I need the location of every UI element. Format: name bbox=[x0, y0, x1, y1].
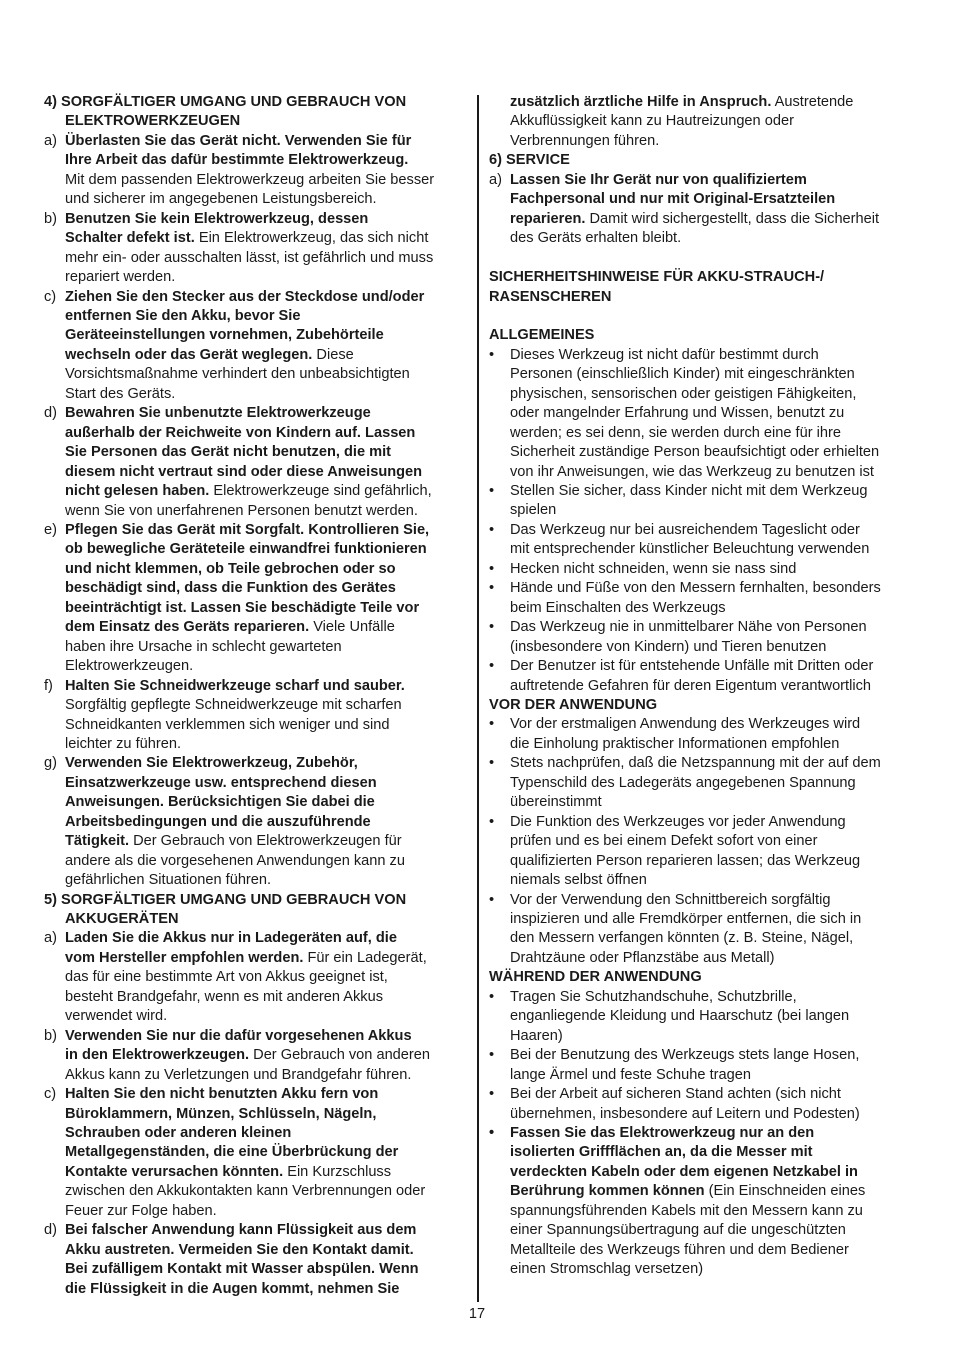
body-text: Das Werkzeug nie in unmittelbarer Nähe von Personen bbox=[510, 619, 867, 636]
text-line bbox=[44, 112, 468, 131]
body-text: Die Funktion des Werkzeuges vor jeder Anwendung bbox=[510, 813, 846, 830]
text-line bbox=[44, 891, 468, 910]
text-line bbox=[489, 210, 914, 229]
list-marker: • bbox=[489, 658, 495, 675]
text-line bbox=[489, 1221, 914, 1240]
text-line bbox=[44, 307, 468, 326]
text-line bbox=[44, 365, 468, 384]
list-marker: • bbox=[489, 813, 495, 830]
text-line bbox=[489, 326, 914, 345]
bold-text: Arbeitsbedingungen und die auszuführende bbox=[65, 813, 371, 830]
text-line bbox=[44, 288, 468, 307]
text-line bbox=[489, 288, 914, 307]
bold-text: verdeckten Kabeln oder dem eigenen Netzkabel in bbox=[510, 1163, 858, 1180]
text-line bbox=[489, 715, 914, 734]
text-line bbox=[44, 871, 468, 890]
list-marker: e) bbox=[44, 521, 57, 538]
text-line bbox=[44, 657, 468, 676]
body-text: Vorsichtsmaßnahme verhindert den unbeabsichtigten bbox=[65, 366, 410, 383]
body-text: Bei der Arbeit auf sicheren Stand achten (sich nicht bbox=[510, 1086, 841, 1103]
body-text: mehr ein- oder ausschalten lässt, ist gefährlich und muss bbox=[65, 249, 434, 266]
list-marker: • bbox=[489, 1086, 495, 1103]
text-line bbox=[489, 404, 914, 423]
body-text: des Geräts erhalten bleibt. bbox=[510, 230, 682, 247]
text-line bbox=[489, 657, 914, 676]
text-line bbox=[44, 229, 468, 248]
text-line bbox=[489, 190, 914, 209]
bold-text: Ihre Arbeit das dafür bestimmte Elektrowerkzeug. bbox=[65, 152, 409, 169]
text-line bbox=[44, 910, 468, 929]
text-line bbox=[489, 754, 914, 773]
bold-text: ob bewegliche Geräteteile einwandfrei funktionieren bbox=[65, 541, 427, 558]
body-text: Akkuflüssigkeit kann zu Hautreizungen oder bbox=[510, 113, 794, 130]
body-text: Start des Geräts. bbox=[65, 385, 176, 402]
body-text: Sicherheit zuständige Person beaufsichtigt oder erhielten bbox=[510, 444, 880, 461]
text-line bbox=[44, 716, 468, 735]
text-line bbox=[44, 482, 468, 501]
text-line bbox=[44, 852, 468, 871]
text-line bbox=[489, 560, 914, 579]
bold-text: RASENSCHEREN bbox=[489, 288, 612, 305]
right-column bbox=[489, 93, 914, 1280]
body-text: Der Benutzer ist für entstehende Unfälle mit Dritten oder bbox=[510, 658, 874, 675]
bold-text: außerhalb der Reichweite von Kindern auf. Lassen bbox=[65, 424, 416, 441]
bold-text: diesem nicht vertraut sind oder diese Anweisungen bbox=[65, 463, 423, 480]
body-text: oder mangelnder Erfahrung und Wissen, benutzt zu bbox=[510, 405, 845, 422]
bold-text: Berührung kommen können bbox=[510, 1183, 705, 1200]
bold-text: Tätigkeit. bbox=[65, 833, 130, 850]
bold-text: Halten Sie Schneidwerkzeuge scharf und sauber. bbox=[65, 677, 405, 694]
text-line bbox=[489, 968, 914, 987]
bold-text: Fachpersonal und nur mit Original-Ersatzteilen bbox=[510, 191, 836, 208]
body-text: Der Gebrauch von Elektrowerkzeugen für bbox=[129, 833, 402, 850]
body-text: lange Ärmel und feste Schuhe tragen bbox=[510, 1066, 751, 1083]
list-marker: • bbox=[489, 521, 495, 538]
body-text: Das Werkzeug nur bei ausreichendem Tageslicht oder bbox=[510, 521, 860, 538]
bold-text: Verwenden Sie nur die dafür vorgesehenen Akkus bbox=[65, 1027, 412, 1044]
bold-text: 5) SORGFÄLTIGER UMGANG UND GEBRAUCH VON bbox=[44, 891, 407, 908]
body-text: einer Spannungsübertragung auf die ungeschützten bbox=[510, 1222, 846, 1239]
bold-text: 6) SERVICE bbox=[489, 152, 570, 169]
text-line bbox=[489, 696, 914, 715]
bold-text: VOR DER ANWENDUNG bbox=[489, 697, 658, 714]
text-line bbox=[489, 929, 914, 948]
body-text: spannungsführenden Kabels mit den Messern kann zu bbox=[510, 1202, 863, 1219]
text-line bbox=[44, 754, 468, 773]
body-text: Damit wird sichergestellt, dass die Sicherheit bbox=[585, 210, 880, 227]
bold-text: AKKUGERÄTEN bbox=[65, 911, 179, 928]
bold-text: zusätzlich ärztliche Hilfe in Anspruch. bbox=[510, 94, 772, 110]
text-line bbox=[44, 1066, 468, 1085]
body-text: von ihr Anweisungen, wie das Werkzeug zu benutzen ist bbox=[510, 463, 874, 480]
text-line bbox=[44, 249, 468, 268]
bold-text: beeinträchtigt ist. Lassen Sie beschädigte Teile vor bbox=[65, 599, 420, 616]
body-text: inspizieren und alle Fremdkörper entfernen, die sich in bbox=[510, 911, 862, 927]
bold-text: Büroklammern, Münzen, Schlüsseln, Nägeln, bbox=[65, 1105, 377, 1122]
text-line bbox=[489, 1007, 914, 1026]
text-line bbox=[44, 1241, 468, 1260]
list-marker: a) bbox=[489, 171, 502, 188]
text-line bbox=[44, 618, 468, 637]
text-line bbox=[489, 852, 914, 871]
body-text: Mit dem passenden Elektrowerkzeug arbeiten Sie besser bbox=[65, 171, 435, 188]
bold-text: Ziehen Sie den Stecker aus der Steckdose und/oder bbox=[65, 288, 425, 305]
text-line bbox=[489, 1202, 914, 1221]
bold-text: 4) SORGFÄLTIGER UMGANG UND GEBRAUCH VON bbox=[44, 94, 407, 110]
text-line bbox=[489, 93, 914, 112]
text-line bbox=[44, 404, 468, 423]
text-line bbox=[44, 521, 468, 540]
body-text: Diese bbox=[312, 346, 354, 363]
text-line bbox=[44, 502, 468, 521]
body-text: den Messern verfangen könnten (z. B. Steine, Nägel, bbox=[510, 930, 854, 947]
bold-text: Überlasten Sie das Gerät nicht. Verwenden Sie für bbox=[65, 132, 412, 149]
text-line bbox=[44, 735, 468, 754]
body-text: Akkus kann zu Verletzungen und Brandgefahr führen. bbox=[65, 1066, 412, 1083]
text-line bbox=[489, 1182, 914, 1201]
bold-text: wechseln oder das Gerät weglegen. bbox=[65, 346, 313, 363]
page-number: 17 bbox=[468, 1306, 486, 1322]
spacer bbox=[489, 249, 914, 268]
text-line bbox=[44, 151, 468, 170]
text-line bbox=[489, 1124, 914, 1143]
text-line bbox=[44, 968, 468, 987]
bold-text: nicht gelesen haben. bbox=[65, 483, 210, 500]
text-line bbox=[44, 1202, 468, 1221]
text-line bbox=[489, 1260, 914, 1279]
list-marker: c) bbox=[44, 288, 57, 305]
body-text: leichter zu führen. bbox=[65, 735, 182, 752]
bold-text: Pflegen Sie das Gerät mit Sorgfalt. Kontrollieren Sie, bbox=[65, 521, 430, 538]
text-line bbox=[44, 793, 468, 812]
list-marker: d) bbox=[44, 405, 57, 422]
text-line bbox=[44, 540, 468, 559]
body-text: (insbesondere von Kindern) und Tieren benutzen bbox=[510, 638, 827, 655]
bold-text: Benutzen Sie kein Elektrowerkzeug, dessen bbox=[65, 210, 369, 227]
list-marker: f) bbox=[44, 677, 53, 694]
body-text: Bei der Benutzung des Werkzeugs stets lange Hosen, bbox=[510, 1047, 860, 1064]
text-line bbox=[489, 1085, 914, 1104]
text-line bbox=[489, 112, 914, 131]
text-line bbox=[489, 268, 914, 287]
body-text: qualifizierten Person reparieren lassen; das Werkzeug bbox=[510, 852, 861, 869]
text-line bbox=[489, 385, 914, 404]
text-line bbox=[44, 346, 468, 365]
body-text: Der Gebrauch von anderen bbox=[249, 1047, 431, 1064]
body-text: Ein Elektrowerkzeug, das sich nicht bbox=[194, 230, 429, 247]
list-marker: d) bbox=[44, 1222, 57, 1239]
text-line bbox=[489, 1046, 914, 1065]
list-marker: • bbox=[489, 619, 495, 636]
body-text: beim Einschalten des Werkzeugs bbox=[510, 599, 726, 616]
bold-text: WÄHREND DER ANWENDUNG bbox=[489, 969, 702, 986]
body-text: Personen (einschließlich Kinder) mit eingeschränkten bbox=[510, 366, 855, 383]
text-line bbox=[489, 793, 914, 812]
column-divider bbox=[477, 95, 479, 1302]
bold-text: Schalter defekt ist. bbox=[65, 230, 195, 247]
body-text: übereinstimmt bbox=[510, 794, 602, 811]
text-line bbox=[44, 832, 468, 851]
text-line bbox=[44, 132, 468, 151]
bold-text: Sie Personen das Gerät nicht benutzen, die mit bbox=[65, 444, 392, 461]
bold-text: in den Elektrowerkzeugen. bbox=[65, 1047, 250, 1064]
list-marker: • bbox=[489, 755, 495, 772]
body-text: Vor der Verwendung den Schnittbereich sorgfältig bbox=[510, 891, 831, 908]
body-text: Elektrowerkzeugen. bbox=[65, 658, 194, 675]
list-marker: b) bbox=[44, 210, 57, 227]
text-line bbox=[489, 171, 914, 190]
bold-text: Schrauben oder anderen kleinen bbox=[65, 1125, 292, 1142]
text-line bbox=[489, 774, 914, 793]
body-text: Sorgfältig gepflegte Schneidwerkzeuge mit scharfen bbox=[65, 697, 402, 714]
bold-text: ALLGEMEINES bbox=[489, 327, 595, 344]
body-text: Elektrowerkzeuge sind gefährlich, bbox=[209, 483, 432, 500]
body-text: Stets nachprüfen, daß die Netzspannung mit der auf dem bbox=[510, 755, 881, 772]
body-text: haben ihre Ursache in schlecht gewarteten bbox=[65, 638, 342, 655]
body-text: Feuer zur Folge haben. bbox=[65, 1202, 217, 1219]
text-line bbox=[489, 365, 914, 384]
body-text: mit entsprechender künstlicher Beleuchtung verwenden bbox=[510, 541, 870, 558]
text-line bbox=[489, 910, 914, 929]
text-line bbox=[489, 1143, 914, 1162]
text-line bbox=[489, 813, 914, 832]
body-text: die Einholung praktischer Informationen empfohlen bbox=[510, 735, 840, 752]
text-line bbox=[489, 540, 914, 559]
body-text: wenn Sie von unerfahrenen Personen benutzt werden. bbox=[65, 502, 418, 519]
bold-text: Bei zufälligem Kontakt mit Wasser abspülen. Wenn bbox=[65, 1261, 419, 1278]
body-text: Hände und Füße von den Messern fernhalten, besonders bbox=[510, 580, 881, 597]
text-line bbox=[44, 268, 468, 287]
body-text: besteht Brandgefahr, wenn es mit anderen Akkus bbox=[65, 988, 384, 1005]
spacer bbox=[489, 307, 914, 326]
text-line bbox=[489, 1027, 914, 1046]
body-text: physischen, sensorischen oder geistigen Fähigkeiten, bbox=[510, 385, 857, 402]
text-line bbox=[44, 696, 468, 715]
body-text: repariert werden. bbox=[65, 269, 176, 286]
text-line bbox=[44, 1046, 468, 1065]
text-line bbox=[489, 871, 914, 890]
body-text: Haaren) bbox=[510, 1027, 563, 1044]
text-line bbox=[44, 210, 468, 229]
bold-text: Akku austreten. Vermeiden Sie den Kontakt damit. bbox=[65, 1241, 414, 1258]
bold-text: Einsatzwerkzeuge usw. entsprechend diesen bbox=[65, 774, 377, 791]
list-marker: • bbox=[489, 346, 495, 363]
body-text: Ein Kurzschluss bbox=[283, 1163, 392, 1180]
text-line bbox=[44, 385, 468, 404]
text-line bbox=[44, 929, 468, 948]
text-line bbox=[44, 988, 468, 1007]
text-line bbox=[489, 424, 914, 443]
list-marker: • bbox=[489, 1047, 495, 1064]
body-text: Metallteile des Werkzeugs führen und dem Bediener bbox=[510, 1241, 849, 1258]
body-text: Austretende bbox=[771, 94, 854, 110]
bold-text: Kontakte verursachen könnten. bbox=[65, 1163, 284, 1180]
body-text: Vor der erstmaligen Anwendung des Werkzeuges wird bbox=[510, 716, 861, 733]
bold-text: Geräteeinstellungen vornehmen, Zubehörteile bbox=[65, 327, 384, 344]
body-text: zwischen den Akkukontakten kann Verbrennungen oder bbox=[65, 1183, 426, 1200]
text-line bbox=[489, 1105, 914, 1124]
bold-text: Bei falscher Anwendung kann Flüssigkeit aus dem bbox=[65, 1222, 417, 1239]
list-marker: • bbox=[489, 988, 495, 1005]
bold-text: Laden Sie die Akkus nur in Ladegeräten auf, die bbox=[65, 930, 397, 947]
text-line bbox=[489, 521, 914, 540]
body-text: übernehmen, insbesondere auf Leitern und Podesten) bbox=[510, 1105, 860, 1122]
bold-text: ELEKTROWERKZEUGEN bbox=[65, 113, 241, 130]
text-line bbox=[44, 560, 468, 579]
text-line bbox=[489, 151, 914, 170]
text-line bbox=[44, 638, 468, 657]
text-line bbox=[489, 891, 914, 910]
text-line bbox=[44, 949, 468, 968]
list-marker: c) bbox=[44, 1086, 57, 1103]
text-line bbox=[44, 1221, 468, 1240]
list-marker: g) bbox=[44, 755, 57, 772]
body-text: Stellen Sie sicher, dass Kinder nicht mit dem Werkzeug bbox=[510, 483, 868, 500]
body-text: das für eine bestimmte Art von Akkus geeignet ist, bbox=[65, 969, 388, 986]
text-line bbox=[44, 171, 468, 190]
body-text: verwendet wird. bbox=[65, 1008, 168, 1025]
text-line bbox=[489, 949, 914, 968]
body-text: spielen bbox=[510, 502, 557, 519]
text-line bbox=[44, 1085, 468, 1104]
body-text: werden; es sei denn, sie werden durch eine für ihre bbox=[510, 424, 841, 441]
text-line bbox=[489, 463, 914, 482]
text-line bbox=[44, 1143, 468, 1162]
text-line bbox=[489, 832, 914, 851]
bold-text: reparieren. bbox=[510, 210, 586, 227]
text-line bbox=[44, 424, 468, 443]
bold-text: beschädigt sind, dass die Funktion des Gerätes bbox=[65, 580, 396, 597]
body-text: Schneidkanten verklemmen sich weniger und sind bbox=[65, 716, 390, 733]
text-line bbox=[489, 346, 914, 365]
body-text: Tragen Sie Schutzhandschuhe, Schutzbrille, bbox=[510, 988, 797, 1005]
bold-text: Metallgegenständen, die eine Überbrückung der bbox=[65, 1144, 399, 1161]
text-line bbox=[44, 677, 468, 696]
bold-text: dem Einsatz des Geräts reparieren. bbox=[65, 619, 310, 636]
text-line bbox=[44, 326, 468, 345]
body-text: Drahtzäune oder Pflanzstäbe aus Metall) bbox=[510, 949, 775, 966]
text-line bbox=[44, 579, 468, 598]
text-line bbox=[489, 482, 914, 501]
bold-text: entfernen Sie den Akku, bevor Sie bbox=[65, 307, 301, 324]
text-line bbox=[44, 599, 468, 618]
body-text: gefährlichen Situationen führen. bbox=[65, 872, 272, 889]
text-line bbox=[44, 774, 468, 793]
bold-text: Lassen Sie Ihr Gerät nur von qualifiziertem bbox=[510, 171, 807, 188]
list-marker: • bbox=[489, 560, 495, 577]
body-text: Verbrennungen führen. bbox=[510, 132, 660, 149]
body-text: Dieses Werkzeug ist nicht dafür bestimmt durch bbox=[510, 346, 819, 363]
body-text: einen Stromschlag versetzen) bbox=[510, 1261, 704, 1278]
body-text: auftretende Gefahren für deren Eigentum verantwortlich bbox=[510, 677, 871, 694]
bold-text: Verwenden Sie Elektrowerkzeug, Zubehör, bbox=[65, 755, 358, 772]
body-text: Viele Unfälle bbox=[309, 619, 395, 636]
body-text: und sicherer im angegebenen Leistungsbereich. bbox=[65, 191, 377, 208]
bold-text: Bewahren Sie unbenutzte Elektrowerkzeuge bbox=[65, 405, 371, 422]
text-line bbox=[44, 1105, 468, 1124]
list-marker: a) bbox=[44, 930, 57, 947]
text-line bbox=[44, 1027, 468, 1046]
text-line bbox=[489, 1241, 914, 1260]
text-line bbox=[489, 735, 914, 754]
bold-text: SICHERHEITSHINWEISE FÜR AKKU-STRAUCH-/ bbox=[489, 269, 825, 286]
text-line bbox=[489, 1163, 914, 1182]
text-line bbox=[44, 190, 468, 209]
text-line bbox=[44, 93, 468, 112]
bold-text: isolierten Griffflächen an, da die Messer mit bbox=[510, 1144, 813, 1161]
text-line bbox=[489, 579, 914, 598]
body-text: andere als die vorgesehenen Anwendungen kann zu bbox=[65, 852, 405, 869]
text-line bbox=[489, 638, 914, 657]
text-line bbox=[44, 1007, 468, 1026]
list-marker: • bbox=[489, 483, 495, 500]
text-line bbox=[489, 443, 914, 462]
text-line bbox=[489, 677, 914, 696]
text-line bbox=[489, 988, 914, 1007]
body-text: Für ein Ladegerät, bbox=[303, 949, 427, 966]
body-text: Typenschild des Ladegeräts angegebenen Spannung bbox=[510, 774, 856, 791]
text-line bbox=[44, 463, 468, 482]
bold-text: Halten Sie den nicht benutzten Akku fern von bbox=[65, 1086, 379, 1103]
text-line bbox=[44, 1182, 468, 1201]
text-line bbox=[44, 443, 468, 462]
left-column bbox=[44, 93, 468, 1299]
bold-text: vom Hersteller empfohlen werden. bbox=[65, 949, 304, 966]
text-line bbox=[489, 599, 914, 618]
list-marker: • bbox=[489, 580, 495, 597]
text-line bbox=[489, 1066, 914, 1085]
body-text: niemals selbst öffnen bbox=[510, 872, 647, 889]
bold-text: und nicht klemmen, ob Teile gebrochen oder so bbox=[65, 560, 396, 577]
text-line bbox=[44, 1163, 468, 1182]
bold-text: die Flüssigkeit in die Augen kommt, nehmen Sie bbox=[65, 1280, 400, 1297]
body-text: prüfen und es bei einem Defekt sofort von einer bbox=[510, 833, 818, 850]
list-marker: • bbox=[489, 716, 495, 733]
text-line bbox=[489, 132, 914, 151]
bold-text: Anweisungen. Berücksichtigen Sie dabei die bbox=[65, 794, 375, 811]
list-marker: b) bbox=[44, 1027, 57, 1044]
text-line bbox=[44, 1280, 468, 1299]
text-line bbox=[489, 501, 914, 520]
body-text: enganliegende Kleidung und Haarschutz (bei langen bbox=[510, 1008, 850, 1025]
body-text: (Ein Einschneiden eines bbox=[704, 1183, 866, 1200]
list-marker: a) bbox=[44, 132, 57, 149]
text-line bbox=[489, 229, 914, 248]
text-line bbox=[44, 1124, 468, 1143]
text-line bbox=[489, 618, 914, 637]
list-marker: • bbox=[489, 1124, 495, 1141]
list-marker: • bbox=[489, 891, 495, 908]
text-line bbox=[44, 813, 468, 832]
body-text: Hecken nicht schneiden, wenn sie nass sind bbox=[510, 560, 797, 577]
bold-text: Fassen Sie das Elektrowerkzeug nur an den bbox=[510, 1124, 815, 1141]
text-line bbox=[44, 1260, 468, 1279]
